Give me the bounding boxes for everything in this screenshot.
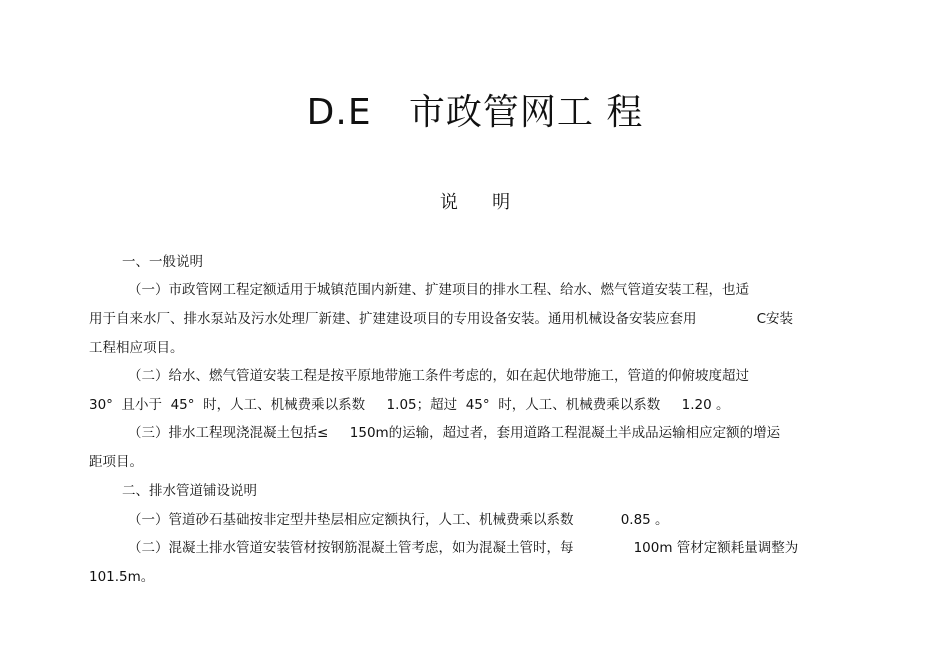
paragraph-line: （三）排水工程现浇混凝土包括≤ 150m的运输，超过者，套用道路工程混凝土半成品运输相应定额的增运	[128, 425, 781, 441]
paragraph-line: （二）混凝土排水管道安装管材按钢筋混凝土管考虑，如为混凝土管时，每 100m 管材定额耗量调整为	[128, 540, 799, 556]
paragraph-line: 距项目。	[89, 454, 143, 470]
paragraph-line: （一）市政管网工程定额适用于城镇范围内新建、扩建项目的排水工程、给水、燃气管道安装工程，也适	[128, 282, 749, 298]
section-heading-drainage: 二、排水管道铺设说明	[122, 483, 257, 499]
section-subtitle: 说 明	[439, 192, 511, 213]
page-title: D.E 市政管网工 程	[306, 92, 644, 133]
paragraph-line: 用于自来水厂、排水泵站及污水处理厂新建、扩建建设项目的专用设备安装。通用机械设备安装应套用 C安装	[89, 311, 794, 327]
section-heading-general: 一、一般说明	[122, 254, 203, 270]
paragraph-line: （一）管道砂石基础按非定型井垫层相应定额执行，人工、机械费乘以系数 0.85 。	[128, 512, 669, 528]
paragraph-line: 30° 且小于 45° 时，人工、机械费乘以系数 1.05；超过 45° 时，人工、机械费乘以系数 1.20 。	[89, 397, 730, 413]
paragraph-line: 101.5m。	[89, 569, 155, 585]
paragraph-line: （二）给水、燃气管道安装工程是按平原地带施工条件考虑的，如在起伏地带施工，管道的仰俯坡度超过	[128, 368, 749, 384]
paragraph-line: 工程相应项目。	[89, 340, 184, 356]
